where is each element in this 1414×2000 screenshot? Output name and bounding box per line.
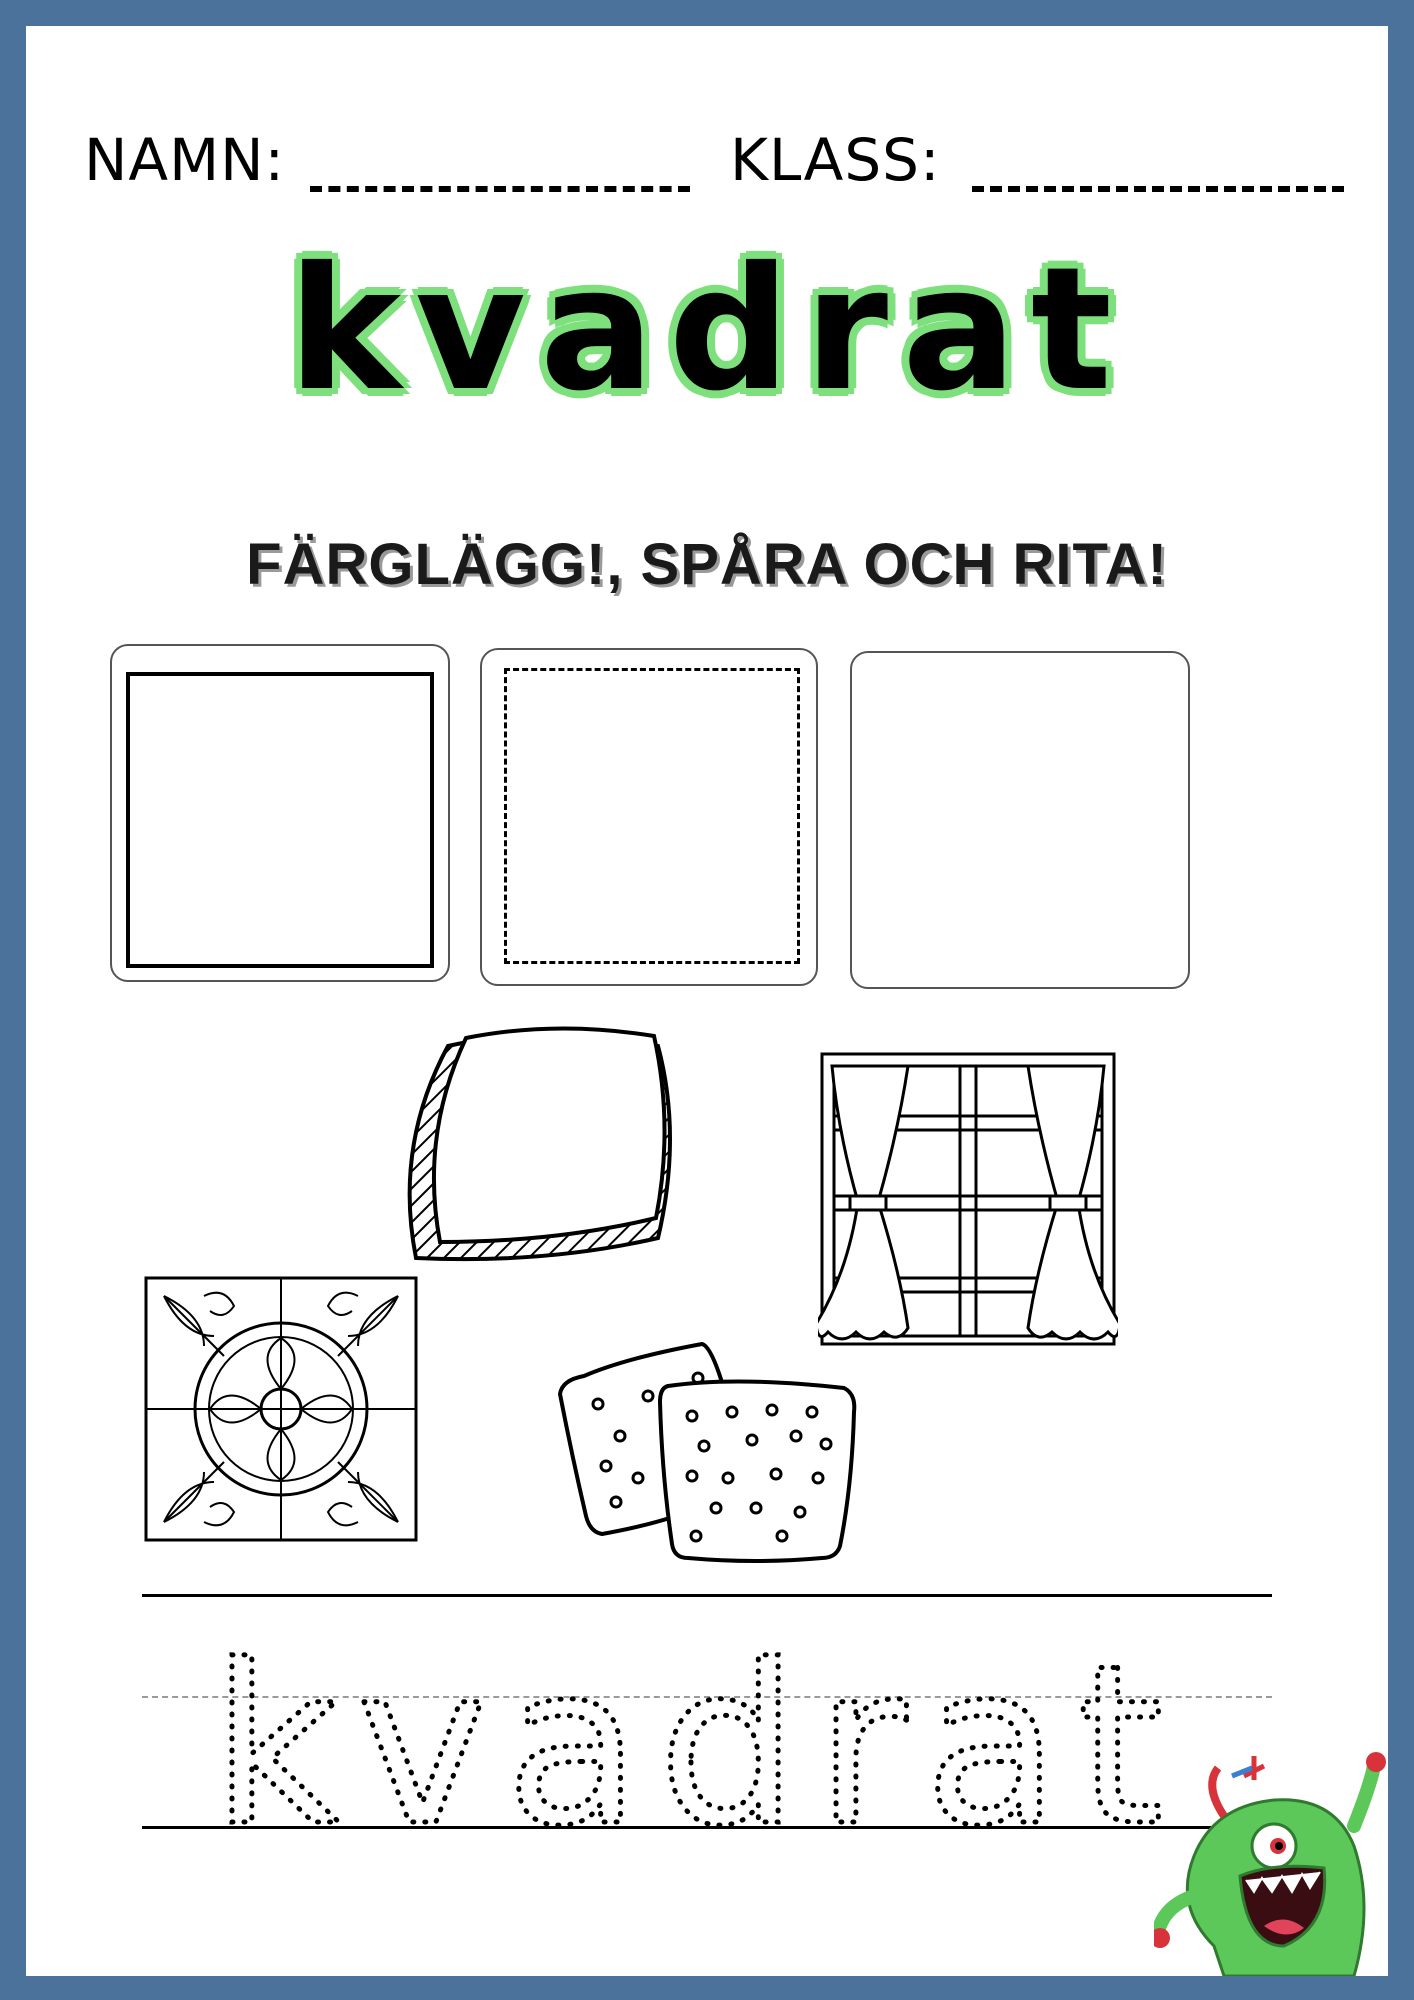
dashed-square [504, 668, 800, 964]
pillow-icon [396, 1016, 706, 1296]
trace-word-svg[interactable] [142, 1596, 1272, 1828]
monster-icon [1154, 1746, 1388, 1976]
worksheet-page [26, 26, 1388, 1976]
class-label: KLASS: [730, 126, 941, 194]
class-input-line[interactable] [972, 186, 1344, 192]
color-square-card[interactable] [110, 644, 450, 982]
crackers-icon [556, 1336, 866, 1568]
draw-square-card[interactable] [850, 651, 1190, 989]
name-input-line[interactable] [310, 186, 690, 192]
solid-square [126, 672, 434, 968]
instruction-text: FÄRGLÄGG!, SPÅRA OCH RITA! [246, 532, 1168, 597]
trace-square-card[interactable] [480, 648, 818, 986]
tile-icon [144, 1276, 418, 1542]
window-curtains-icon [818, 1052, 1118, 1354]
name-label: NAMN: [84, 126, 286, 194]
trace-word[interactable]: kvadrat [212, 1618, 1182, 1828]
page-title: kvadrat [287, 231, 1127, 429]
